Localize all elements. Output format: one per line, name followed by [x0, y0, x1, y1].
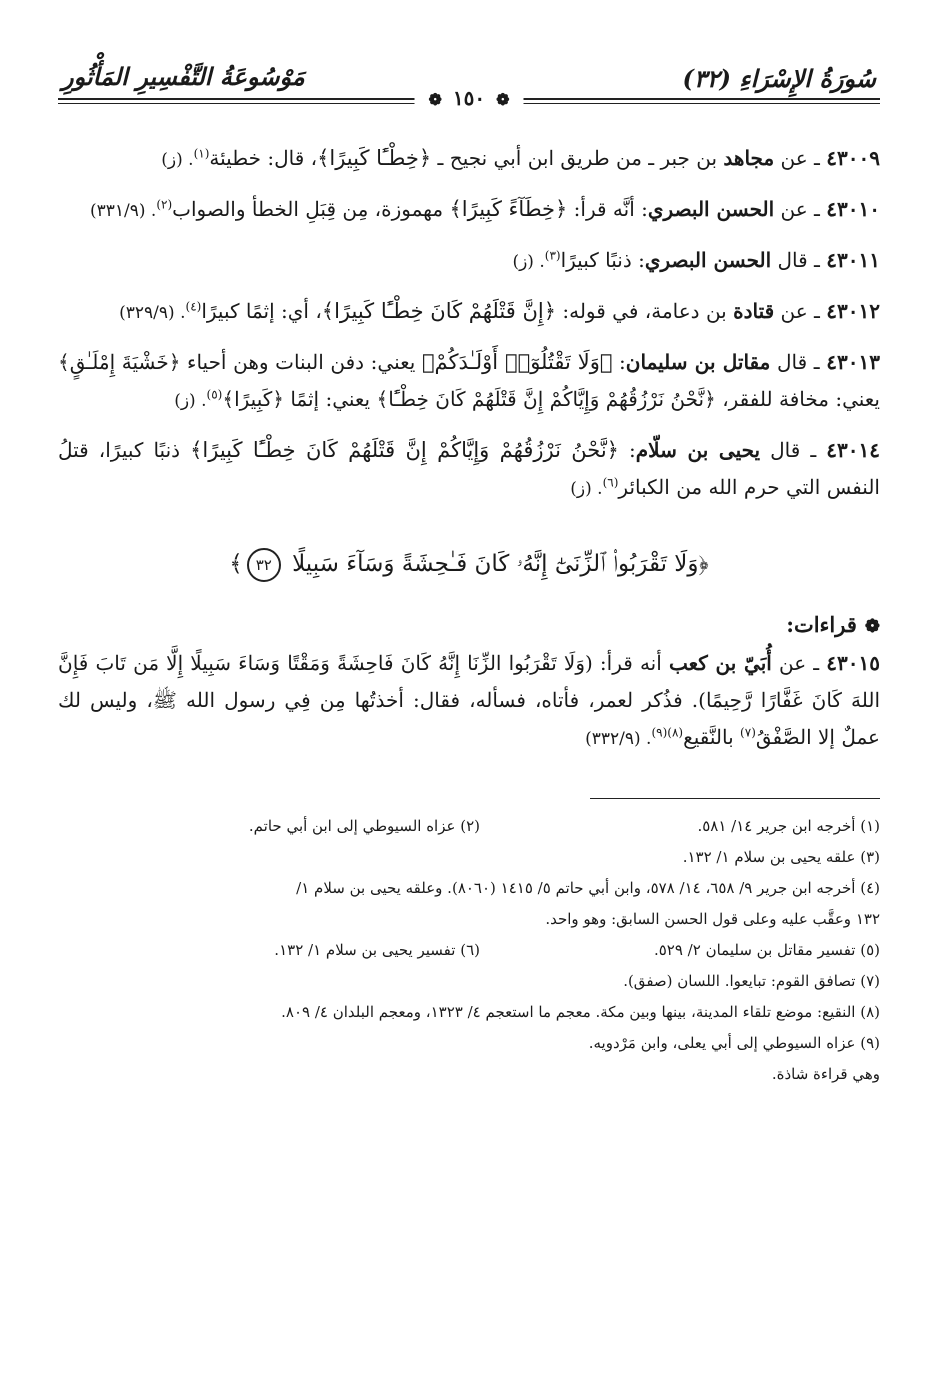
entry-text: ـ عن [771, 651, 827, 675]
surah-title: سُورَةُ الإِسْرَاءِ (٣٢) [682, 64, 876, 93]
footnote: (٨) النقيع: موضع تلقاء المدينة، بينها وبين مكة. معجم ما استعجم ٤/ ١٣٢٣، ومعجم البلدان ٤/ ٨٠٩. [281, 1003, 880, 1021]
footnote: (٩) عزاه السيوطي إلى أبي يعلى، وابن مَرْدويه. [588, 1034, 880, 1052]
entry-text: : أنَّه قرأ: [567, 197, 648, 221]
entry-reference: . (ز) [512, 252, 545, 272]
entry-number: ٤٣٠١٣ [826, 350, 880, 374]
footnote: (٤) أخرجه ابن جرير ٩/ ٦٥٨، ١٤/ ٥٧٨، وابن أبي حاتم ٥/ ١٤١٥ (٨٠٦٠). وعلقه يحيى بن سلام ١/ [296, 879, 880, 897]
narrator-name: مقاتل بن سليمان [625, 350, 771, 374]
footnote-marker[interactable]: (٨)(٩) [651, 725, 684, 740]
entry-number: ٤٣٠١٠ [826, 197, 880, 221]
quran-quote: ﴿وَلَا تَقْتُلُوٓا۟ أَوْلَـٰدَكُمْ﴾ [421, 350, 613, 374]
page-number-block [415, 86, 524, 110]
entry-number: ٤٣٠١١ [826, 248, 880, 272]
verse-close-bracket: ﴾ [229, 551, 243, 577]
entry-text: ، قال: خطيئة [209, 146, 318, 170]
entry-text: بن دعامة، في قوله: [556, 299, 734, 323]
narrator-name: قتادة [733, 299, 775, 323]
section-title: قراءات: [786, 612, 857, 637]
quran-quote: ﴿خِطْـًٔا كَبِيرًا﴾ [317, 146, 432, 170]
entry-number: ٤٣٠١٥ [826, 651, 880, 675]
entry-text: ذنبًا كبيرًا، قتلُ النفس التي حرم الله من الكبائر [58, 438, 880, 499]
footnote: (٢) عزاه السيوطي إلى ابن أبي حاتم. [248, 817, 480, 835]
narration-entry [58, 344, 880, 420]
footnote-marker[interactable]: (٤) [185, 299, 202, 314]
page-header [58, 58, 880, 118]
footnote-separator [590, 798, 880, 799]
entry-text: ـ عن [774, 146, 827, 170]
footnote-marker[interactable]: (٣) [544, 248, 561, 263]
entry-text: ـ قال [770, 350, 827, 374]
entry-number: ٤٣٠٠٩ [826, 146, 880, 170]
footnote: (٣) علقه يحيى بن سلام ١/ ١٣٢. [682, 848, 880, 866]
entry-text: ـ عن [774, 197, 827, 221]
entry-text: : ذنبًا كبيرًا [560, 248, 645, 272]
page-number: ١٥٠ [452, 86, 486, 110]
narration-entry [58, 242, 880, 281]
footnote: (٧) تصافق القوم: تبايعوا. اللسان (صفق). [623, 972, 880, 990]
entry-text: بالنَّقيع [683, 725, 741, 749]
entry-text: ـ قال [771, 248, 827, 272]
narration-entry [58, 293, 880, 332]
entry-text: يعني: دفن البنات وهن أحياء ﴿خَشْيَةَ إِمْلَـٰقٍ﴾ يعني: مخافة للفقر، ﴿نَّحْنُ نَرْزُقُهُمْ وَإِيَّاكُمْ إِنَّ قَتْلَهُمْ كَانَ خِطْـًٔا﴾ يعني: إثمًا ﴿كَبِيرًا﴾ [58, 350, 880, 411]
narrator-name: الحسن البصري [647, 197, 775, 221]
footnote-marker[interactable]: (٥) [206, 387, 223, 402]
entry-number: ٤٣٠١٢ [826, 299, 880, 323]
reading-entry [58, 645, 880, 758]
entry-number: ٤٣٠١٤ [826, 438, 880, 462]
narration-entry [58, 432, 880, 508]
flower-ornament-icon: ❁ [864, 616, 880, 637]
entry-text: مهموزة، مِن قِبَلِ الخطأ والصواب [172, 197, 450, 221]
footnotes [58, 811, 880, 1090]
narration-entry [58, 140, 880, 179]
narrator-name: مجاهد [723, 146, 775, 170]
entry-reference: . (٣٢٩/٩) [119, 303, 186, 323]
footnote: (٥) تفسير مقاتل بن سليمان ٢/ ٥٢٩. [653, 941, 880, 959]
entry-text: ـ عن [774, 299, 827, 323]
entry-text: ـ قال [760, 438, 827, 462]
entry-text: أنه قرأ: (وَلَا تَقْرَبُوا الزِّنَا إِنَّهُ كَانَ فَاحِشَةً وَمَقْتًا وَسَاءَ سَبِيلًا إِلَّا مَن تَابَ فَإِنَّ اللهَ كَانَ غَفَّارًا رَّحِيمًا). فذُكر لعمر، فأتاه، فسأله، فقال: أخذتُها مِن فِي رسول الله ﷺ، وليس لك عملٌ إلا الصَّفْقُ [58, 651, 880, 749]
entry-reference: . (ز) [161, 150, 194, 170]
entry-text: : [612, 350, 626, 374]
entry-text: : [618, 438, 636, 462]
quran-quote: ﴿إِنَّ قَتْلَهُمْ كَانَ خِطْـًٔا كَبِيرًا﴾ [321, 299, 557, 323]
entry-reference: . (ز) [570, 479, 603, 499]
page [58, 58, 880, 1348]
footnote-continuation: وهي قراءة شاذة. [771, 1065, 880, 1083]
book-title: مَوْسُوعَةُ التَّفْسِيرِ المَأْثُورِ [62, 62, 305, 91]
footnote-marker[interactable]: (٢) [156, 197, 173, 212]
quran-verse [58, 548, 880, 582]
entry-reference: . (٣٣٢/٩) [585, 729, 652, 749]
section-heading [58, 612, 880, 637]
footnote: (١) أخرجه ابن جرير ١٤/ ٥٨١. [697, 817, 880, 835]
narration-entry [58, 191, 880, 230]
narrator-name: الحسن البصري [644, 248, 772, 272]
footnote-marker[interactable]: (١) [193, 146, 210, 161]
narrator-name: أُبَيّ بن كعب [668, 651, 772, 675]
entry-text: ، أي: إثمًا كبيرًا [201, 299, 322, 323]
narration-list [58, 140, 880, 508]
quran-quote: ﴿نَّحْنُ نَرْزُقُهُمْ وَإِيَّاكُمْ إِنَّ قَتْلَهُمْ كَانَ خِطْـًٔا كَبِيرًا﴾ [190, 438, 619, 462]
footnote-row [58, 935, 880, 966]
footnote-marker[interactable]: (٦) [602, 475, 619, 490]
narrator-name: يحيى بن سلّام [635, 438, 761, 462]
footnote: (٦) تفسير يحيى بن سلام ١/ ١٣٢. [274, 941, 480, 959]
ornament-icon: ❁ [496, 90, 510, 109]
verse-text: ﴿وَلَا تَقْرَبُوا۟ ٱلزِّنَىٰٓ إِنَّهُۥ كَانَ فَـٰحِشَةً وَسَآءَ سَبِيلًا [292, 551, 709, 577]
footnote-marker[interactable]: (٧) [740, 725, 756, 740]
entry-reference: . (ز) [174, 391, 207, 411]
footnote-continuation: ١٣٢ وعقَّب عليه وعلى قول الحسن السابق: وهو واحد. [545, 910, 880, 928]
ornament-icon: ❁ [428, 90, 442, 109]
footnote-row [58, 811, 880, 842]
quran-quote: ﴿خِطَآءً كَبِيرًا﴾ [449, 197, 568, 221]
entry-reference: . (٣٣١/٩) [89, 201, 157, 221]
entry-text: بن جبر ـ من طريق ابن أبي نجيح ـ [431, 146, 724, 170]
verse-number-icon: ٣٢ [247, 548, 281, 582]
